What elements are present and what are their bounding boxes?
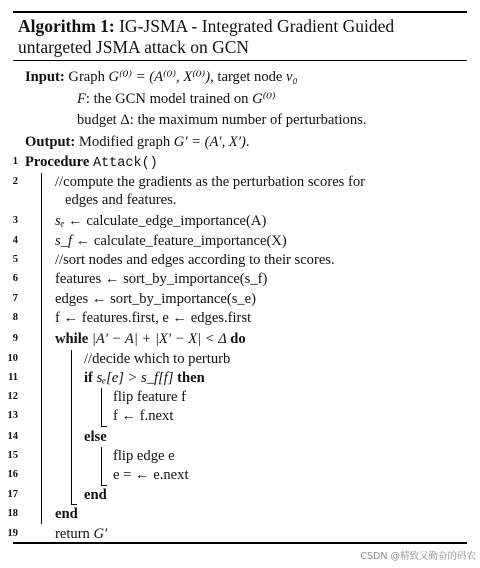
line-number: 7	[12, 293, 18, 304]
line-text: //decide which to perturb	[84, 351, 231, 367]
input-model-text: : the GCN model trained on	[85, 91, 253, 107]
caption-text: IG-JSMA - Integrated Gradient Guided untargeted JSMA attack on GCN	[18, 16, 395, 57]
line-text: flip edge e	[113, 448, 175, 464]
line-number: 16	[7, 469, 18, 480]
algo-line	[55, 290, 256, 308]
line-text: f ← f.next	[113, 408, 174, 424]
input-label: Input:	[25, 69, 65, 85]
while-line	[55, 330, 246, 348]
algorithm-caption	[18, 16, 463, 58]
return-line	[55, 525, 107, 543]
comment-continuation	[65, 191, 176, 209]
comment-line	[55, 251, 335, 269]
line-number: 14	[7, 431, 18, 442]
line-number: 13	[7, 410, 18, 421]
line-text: f ← features.first, e ← edges.first	[55, 310, 252, 326]
input-graph-text: Graph	[64, 69, 109, 85]
then-keyword: then	[177, 370, 205, 386]
line-number: 8	[12, 312, 18, 323]
line-text: //sort nodes and edges according to their scores.	[55, 252, 335, 268]
line-number: 3	[12, 215, 18, 226]
algo-line	[55, 309, 251, 327]
line-text: flip feature f	[113, 389, 186, 405]
algo-line	[55, 232, 287, 250]
algo-line	[113, 388, 186, 406]
line-text: e = ← e.next	[113, 467, 189, 483]
line-number: 2	[12, 176, 18, 187]
comment-line	[84, 350, 230, 368]
line-text: edges ← sort_by_importance(s_e)	[55, 291, 257, 307]
end-keyword: end	[84, 487, 107, 503]
procedure-name: Attack()	[92, 156, 158, 171]
line-number: 9	[12, 333, 18, 344]
comment-continuation-text: edges and features.	[65, 192, 177, 208]
line-number: 12	[7, 391, 18, 402]
line-number: 6	[12, 273, 18, 284]
line-number: 17	[7, 489, 18, 500]
input-budget-text: budget Δ: the maximum number of perturbations.	[77, 112, 367, 128]
algorithm-box	[7, 11, 467, 543]
end-line	[84, 486, 107, 504]
procedure-block-bar	[41, 173, 42, 524]
output-text: Modified graph	[75, 134, 174, 150]
procedure-keyword: Procedure	[25, 154, 90, 170]
end-keyword: end	[55, 506, 78, 522]
input-budget-line	[77, 111, 366, 129]
if-condition: sₑ[e] > s_f[f]	[92, 370, 178, 386]
watermark: CSDN @精致又勤奋的码农	[360, 551, 476, 562]
math-symbol: s_f	[55, 233, 73, 249]
input-model-math2: G⁽⁰⁾	[252, 91, 276, 107]
algo-line	[55, 270, 267, 288]
while-block-bar	[71, 350, 72, 504]
input-model-math: F	[77, 91, 86, 107]
while-block-hook	[71, 504, 77, 505]
line-number: 15	[7, 450, 18, 461]
if-keyword: if	[84, 370, 93, 386]
algo-line	[113, 407, 173, 425]
line-text: ← calculate_feature_importance(X)	[72, 233, 287, 249]
comment-text: //compute the gradients as the perturbation scores for	[55, 174, 366, 190]
input-graph-math: G⁽⁰⁾ = (A⁽⁰⁾, X⁽⁰⁾)	[108, 69, 211, 85]
while-condition: |A′ − A| + |X′ − X| < Δ	[88, 331, 231, 347]
line-number: 4	[12, 235, 18, 246]
line-number: 18	[7, 508, 18, 519]
algo-line	[55, 212, 266, 230]
while-keyword: while	[55, 331, 89, 347]
output-line	[25, 133, 250, 151]
if-line	[84, 369, 205, 387]
else-keyword: else	[84, 429, 107, 445]
input-line	[25, 68, 298, 86]
line-text: ← calculate_edge_importance(A)	[64, 213, 267, 229]
line-number: 1	[12, 156, 18, 167]
return-keyword: return	[55, 526, 94, 542]
input-model-line	[77, 90, 276, 108]
line-text: features ← sort_by_importance(s_f)	[55, 271, 268, 287]
output-label: Output:	[25, 134, 76, 150]
if-block-bar	[101, 388, 102, 426]
caption-rule	[13, 60, 467, 61]
else-block-hook	[101, 485, 107, 486]
do-keyword: do	[230, 331, 246, 347]
bottom-rule	[13, 542, 467, 544]
algo-line	[113, 466, 189, 484]
else-line	[84, 428, 107, 446]
end-line	[55, 505, 78, 523]
procedure-line	[25, 153, 158, 173]
line-number: 19	[7, 528, 18, 539]
input-target-math: v₀	[286, 69, 298, 85]
line-number: 10	[7, 353, 18, 364]
input-target-text: , target node	[210, 69, 287, 85]
output-math: G′ = (A′, X′)	[173, 134, 246, 150]
return-value: G′	[93, 526, 108, 542]
line-number: 11	[8, 372, 18, 383]
if-block-hook	[101, 426, 107, 427]
comment-line	[55, 173, 365, 191]
else-block-bar	[101, 447, 102, 485]
algo-line	[113, 447, 175, 465]
output-end: .	[245, 134, 250, 150]
line-number: 5	[12, 254, 18, 265]
math-symbol: sₑ	[55, 213, 65, 229]
top-rule	[13, 11, 467, 13]
caption-label: Algorithm 1:	[18, 16, 115, 36]
